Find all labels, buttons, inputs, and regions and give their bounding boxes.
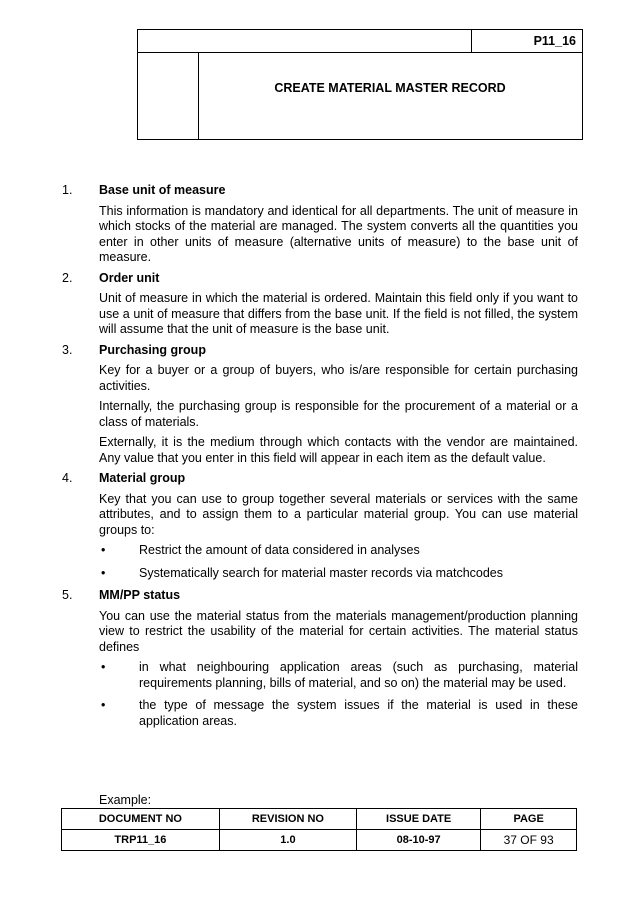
footer-header-cell: PAGE	[481, 809, 577, 830]
bullet-icon: •	[101, 543, 106, 557]
section-paragraph: This information is mandatory and identical for all departments. The unit of measure in which stocks of the material are managed. The system converts all the quantities you enter in other units of measure (alternative units of measure) to the base unit of measure.	[99, 203, 578, 264]
section-title: Order unit	[99, 270, 160, 285]
footer-header-row	[62, 809, 577, 830]
section-paragraph: Key that you can use to group together several materials or services with the same attributes, and to assign them to a particular material group. You can use material groups to:	[99, 491, 578, 537]
section-paragraph: Unit of measure in which the material is ordered. Maintain this field only if you want to use a unit of measure that differs from the base unit. If the field is not filled, the system will assume that the unit of measure is the base unit.	[99, 291, 578, 336]
revision-number: 1.0	[219, 830, 356, 851]
section-paragraph: You can use the material status from the materials management/production planning view to restrict the usability of the material for certain activities. The material status defines	[99, 608, 578, 654]
section-paragraph: Internally, the purchasing group is responsible for the procurement of a material or a class of materials.	[99, 399, 578, 429]
section-title: Purchasing group	[99, 342, 206, 357]
section-purchasing-group	[62, 343, 578, 467]
footer-header-cell: REVISION NO	[219, 809, 356, 830]
bullet-text: in what neighbouring application areas (such as purchasing, material requirements planning, bills of material, and so on) the material may be used.	[139, 660, 578, 690]
section-paragraph: Externally, it is the medium through which contacts with the vendor are maintained. Any value that you enter in this field will appear in each item as the default value.	[99, 435, 578, 465]
section-mmpp-status	[62, 588, 578, 729]
footer-header-cell: DOCUMENT NO	[62, 809, 220, 830]
document-body	[62, 183, 578, 736]
header-divider	[138, 52, 582, 53]
bullet-icon: •	[101, 698, 106, 712]
footer-value-row	[62, 830, 577, 851]
section-order-unit	[62, 271, 578, 338]
document-footer-table	[61, 808, 577, 851]
document-code: P11_16	[533, 34, 576, 48]
document-number: TRP11_16	[62, 830, 220, 851]
section-material-group	[62, 471, 578, 581]
section-number: 1.	[62, 183, 73, 197]
document-header-box	[137, 29, 583, 140]
bullet-icon: •	[101, 565, 106, 580]
bullet-item	[99, 660, 578, 691]
bullet-item	[99, 543, 578, 559]
page-number: 37 OF 93	[481, 830, 577, 851]
bullet-text: Restrict the amount of data considered in analyses	[139, 543, 420, 557]
section-number: 2.	[62, 270, 73, 285]
bullet-item	[99, 698, 578, 729]
section-number: 4.	[62, 471, 73, 485]
issue-date: 08-10-97	[357, 830, 481, 851]
section-base-unit	[62, 183, 578, 266]
footer-header-cell: ISSUE DATE	[357, 809, 481, 830]
section-title: MM/PP status	[99, 588, 181, 602]
bullet-icon: •	[101, 660, 106, 674]
section-number: 3.	[62, 342, 73, 357]
page-title: CREATE MATERIAL MASTER RECORD	[274, 81, 506, 95]
bullet-item	[99, 566, 578, 582]
section-title: Material group	[99, 471, 186, 485]
header-divider	[198, 52, 199, 139]
header-divider	[471, 30, 472, 52]
bullet-text: Systematically search for material master records via matchcodes	[139, 565, 504, 580]
section-paragraph: Key for a buyer or a group of buyers, who is/are responsible for certain purchasing activities.	[99, 363, 578, 393]
example-label: Example:	[99, 793, 152, 807]
bullet-text: the type of message the system issues if the material is used in these application areas.	[139, 698, 578, 728]
section-title: Base unit of measure	[99, 183, 226, 197]
section-number: 5.	[62, 588, 73, 602]
